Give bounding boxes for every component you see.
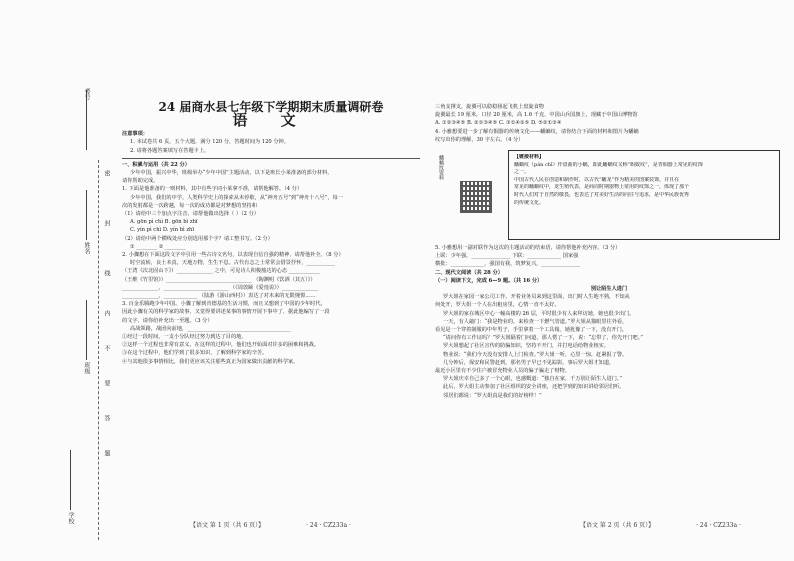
text-line: 请你帮助完成。 [122,178,159,185]
article-line: 何处开，罗大姐一个人在出租房里，心情一直不太好。 [435,302,560,309]
question-5: 5. 小雅想用一副对联作为这次的主题活动的结束语，请你帮他补充内容。（3 分） [435,245,621,251]
qr-panel [438,151,494,237]
choice-row: A. ①②③④⑤ B. ②①③④⑤ C. ③①④②⑤ D. ⑤②①③④ [435,120,562,127]
material-line: 常见的蟠螭纹中，龙生殖代表，是商周时期器物上常用的纹饰之一，体现了那个 [514,184,690,191]
material-box [508,150,780,240]
material-heading: 【链接材料】 [514,154,545,160]
page-footer-right [580,520,741,529]
text-line: 次的发射都是一次跨越，每一次的成功都是对梦想的坚持和 [122,202,257,209]
notes [122,130,420,155]
exam-title: 24 届商水县七年级下学期期末质量调研卷 [158,100,384,114]
seal-char: 答 [103,415,110,421]
exam-code: · 24 · CZ233a · [306,522,351,529]
binding-line [70,450,71,510]
article-line: 邻居们都说：“罗大姐真是我们的好榜样！” [443,392,542,399]
material-line: 的传统文化。 [514,199,545,206]
binding-line [86,190,87,240]
article-line: 罗大姐庆幸自己多了一个心眼，也感慨道：“独自在家，千万别让陌生人进门。” [443,376,623,383]
article-line: 看见是一个穿着制服的中年男子，手里拿着一个工具箱。她犹豫了一下，没有开门。 [435,327,627,334]
qr-label: 蟠螭纹资料 [438,155,444,180]
text-line: 少年中国，振兴中华，班级举办“少年中国”主题活动，以下是班长小莱准备的部分材料， [130,170,333,177]
article-line: 几分钟后，保安和民警赶到，那名男子早已不见踪影。事后罗大姐才知道， [443,359,615,366]
binding-label-class: 班级 [83,362,90,374]
text-line: 纹写出你的理解，30 字左右。（4 分） [435,136,524,143]
right-column-lower [435,244,783,400]
question-2: 2. 小骤想在下面这段文字中引用一些古诗文名句，以表现自信自强的精神，请帮他补全。（8 分） [122,252,344,259]
article-line: 一天，有人敲门：“我是物业的，来检查一下燃气管道。”罗大姐从猫眼里往外看， [443,318,628,325]
article-line: 罗大姐的家在城区中心一幢高楼的 26 层，平时很少有人来拜访她，她也很少出门。 [443,310,635,317]
qr-code-icon [460,181,492,213]
seal-char: 不 [103,345,110,351]
text-line: 三角支撑支，旋翼可以稳稳扬起飞机上盘旋食物 [435,104,544,110]
article-line: 此后，罗大姐主动参加了社区组织的安全讲座，还把学到的知识讲给邻居们听。 [443,384,625,391]
couplet-line: 横批：_____________，强国有我，筑梦复兴，_______________ [435,261,581,268]
page-number: 【语文 第 1 页（共 6 页）】 [190,522,265,529]
text-line: （1）请给中三个加点字注音，请帮他做出选择（ ）（2 分） [122,211,259,218]
section-heading: 一、积累与运用（共 22 分） [122,161,190,168]
exam-code: · 24 · CZ233a · [696,522,741,529]
text-line: （王湾《次北固山下》）______________ 之中，可见诗人积极豁达的心态 ____________ [122,268,320,275]
choice-row: A. gōn pì chì B. gōn bì zhī [130,219,198,226]
text-line: 因此小骤有关的科学家的故事，又觉得要讲述某事的事情开展下事中了，据此他编写了一段 [122,309,330,316]
article-line: 最近小区里有不少住户被冒充物业人员的骗子骗走了财物。 [435,368,570,375]
article-line: 罗大姐在家园一家公司工作。开着业务员来到这里面，出门时人生地不熟，不知从 [443,294,630,301]
text-line: 高战领路，战团向前地，________________________________________ [130,325,291,332]
binding-line [86,300,87,360]
text-line: 旋翼最长 19 厘米，口径 20 厘米，高 1.6 千克，中国山兵国旗上，现藏于中国山博物馆 [435,112,638,119]
text-line: 时空流转，良士本真，天地万物，生生不息。古代有志之士常常会借景抒怀，___________ [130,260,335,267]
notes-heading: 注意事项： [122,131,148,138]
text-line: ③在这个过程中，他们学到了很多知识，了解到科学家的辛苦。 [122,350,268,357]
binding-margin [6,88,116,540]
text-line: 的文字，请你给补充出一至题。（3 分） [122,317,213,324]
left-column [122,100,420,366]
text-line: ______________，_____________ （陆游《游山西村》）表达了对未来的无限憧憬…… [122,293,316,300]
text-line: ②这样一个过程也非常有意义，在这样的过程中，他们也开始面对许多的困难和挑战。 [122,342,320,349]
material-line: 时代人们对于自然的敬畏，也表达了对美好生活的向往与追求，是中华民族优秀 [514,191,690,198]
material-line: 中国古代人民在创造和制作时，以古代“蟠龙”作为精美的图案装饰，并且在 [514,176,680,183]
seal-char: 内 [103,310,110,316]
seal-char: 题 [103,450,110,456]
text-line: ______________，_________________________ （《周敦颐《爱莲说》）______________ [122,284,319,291]
binding-label-exam-number: 考号 [83,88,90,100]
notes-item: 2. 请将各题答案填写在答题卡上。 [130,147,210,154]
exam-subject: 语 文 [232,111,310,129]
section-heading: 二、现代文阅读（共 28 分） [435,269,503,276]
material-line: 蟠螭纹（pán chī）作盘曲的小螭，即此蟠螭纹又称“蚂蚁纹”，是青铜器上常见的纹饰 [514,161,703,168]
seal-char: 线 [103,270,110,276]
text-line: ④与其他很多事情相比，我们更应该关注那些真正为国家做出贡献的科学家。 [122,358,299,365]
page-number: 【语文 第 2 页（共 6 页）】 [580,522,655,529]
subsection-heading: （一）阅读下文，完成 6—9 题。（共 16 分） [435,277,543,284]
seal-char: 密 [103,170,110,176]
text-line: 少年中国，我们的中学。人类科学史上的探索从未停歇，从“神舟五号”到“神舟十八号”，每一 [130,194,343,201]
notes-item: 1. 本试卷共 6 页，五个大题，满分 120 分，答题时间为 120 分钟。 [130,139,289,146]
divider [122,158,420,159]
article-line: “请问你有工作证吗？”罗大姐隔着门问道。那人愣了一下，说：“忘带了，你先开门吧。” [443,335,643,342]
article-line: 物业说：“我们今天没有安排人上门检查。”罗大姐一听，心里一惊，赶紧报了警。 [443,351,628,358]
seal-char: 封 [103,220,110,226]
material-line: 之一。 [514,169,530,176]
binding-label-school: 学校 [67,512,74,524]
seal-line [98,160,99,540]
article-line: 罗大姐想起了社区宣传的防骗知识，坚持不开门，并打电话给物业核实。 [443,343,610,350]
question-3: 3. 百金乐腾跑少年中国。小骤了解到肯德基的生活习惯，而且又想到了中国的少年时代， [122,301,326,308]
question-1: 1. 下面是他准备的一则材料，其中有些字词小莱拿不准，请帮他解答。（4 分） [122,186,303,193]
seal-char: 要 [103,380,110,386]
text-line: （王维《竹里馆》）_________________________________ （陶渊明《饮酒（其五）》） [122,276,316,283]
text-line: （2）请给中两个横线处应分别选用那个字？请工整书写。（2 分） [122,235,273,242]
answer-blank: ① ________ ② ________ [130,243,186,250]
binding-line [86,90,87,150]
couplet-line: 上联：少年强，_______________ 下联：_____________ 国家强 [435,253,579,260]
text-line: ①经过一段时间，一支小分队经过努力到达了目的地。 [122,334,247,341]
page-footer-left [190,520,351,529]
question-4: 4. 小雅想要进一步了解有铜器的传统文化——蟠螭纹，请你结合下面的材料和图片为蟠螭 [435,128,639,135]
article-title: 别让陌生人进门 [590,286,628,293]
choice-row: C. yín pì chì D. yín bì zhī [130,227,195,234]
right-column [435,103,783,144]
binding-label-name: 姓名 [83,242,90,254]
